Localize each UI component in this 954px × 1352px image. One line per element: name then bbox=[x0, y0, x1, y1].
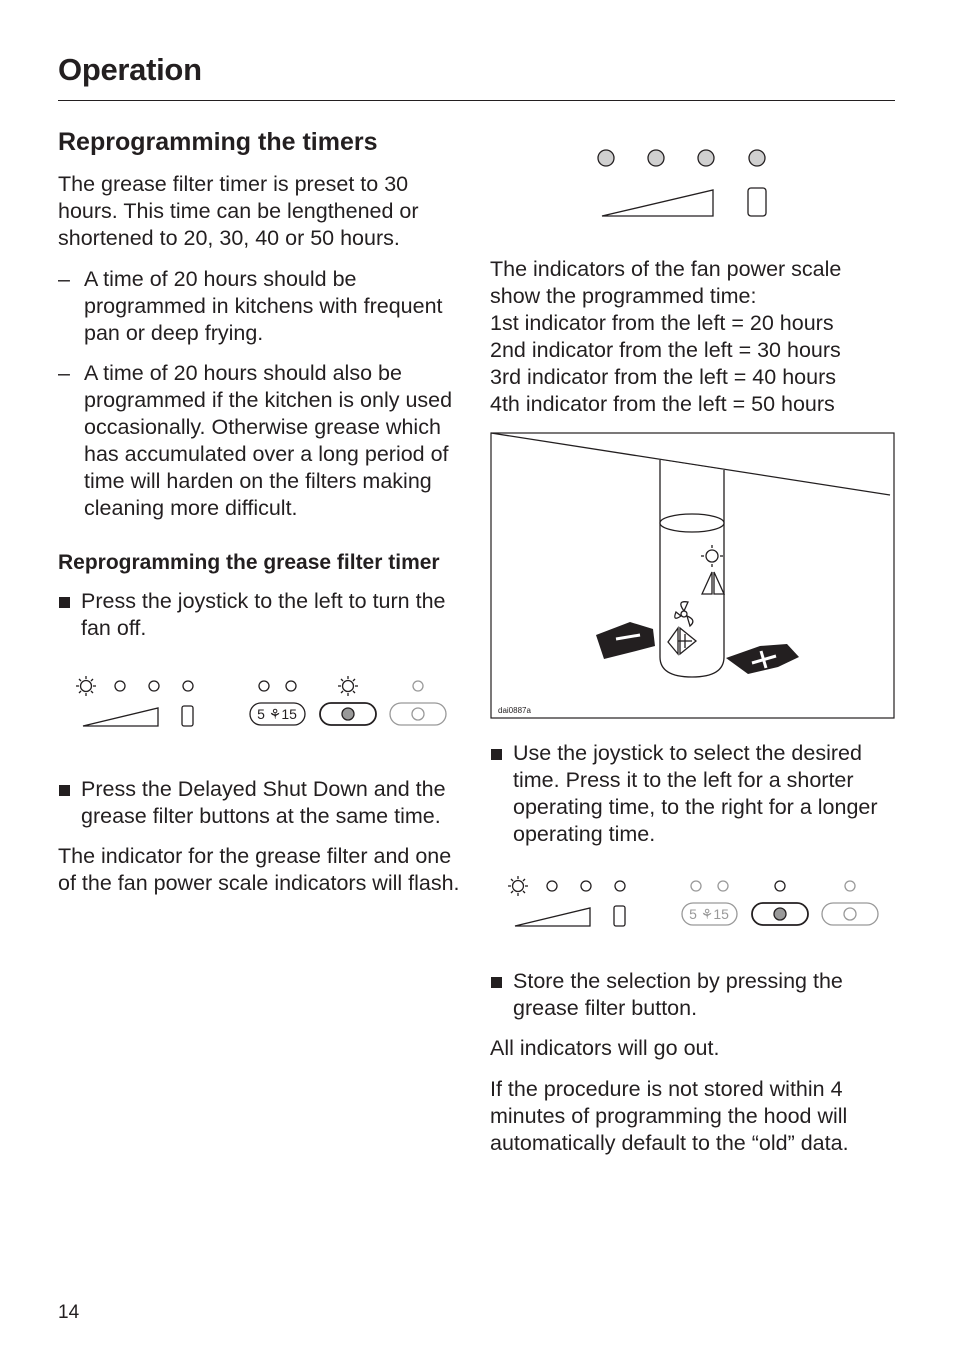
indicator-line: 2nd indicator from the left = 30 hours bbox=[490, 338, 841, 362]
step-text: Press the joystick to the left to turn the fan off. bbox=[81, 589, 446, 640]
fan-power-scale bbox=[76, 676, 193, 726]
light-sun-icon bbox=[76, 676, 96, 696]
indicator-line: 1st indicator from the left = 20 hours bbox=[490, 311, 834, 335]
light-sun-icon bbox=[508, 876, 528, 896]
control-panel-figure-fan-off bbox=[58, 662, 463, 742]
fan-indicator bbox=[749, 150, 765, 166]
fan-indicator bbox=[581, 881, 591, 891]
paragraph: All indicators will go out. bbox=[490, 1036, 720, 1060]
intro-paragraph: The grease filter timer is preset to 30 hours. This time can be lengthened or shortened to 20, 30, 40 or 50 hours. bbox=[58, 172, 419, 250]
indicator-description bbox=[490, 256, 895, 418]
paragraph: If the procedure is not stored within 4 minutes of programming the hood will automatically default to the “old” data. bbox=[490, 1077, 849, 1155]
fan-indicator bbox=[698, 150, 714, 166]
grease-filter-sun-icon bbox=[338, 676, 358, 696]
fan-scale-wedge bbox=[83, 708, 158, 726]
fan-indicator bbox=[648, 150, 664, 166]
section-title: Reprogramming the timers bbox=[58, 128, 378, 156]
step-item bbox=[490, 740, 895, 848]
odour-filter-indicator bbox=[413, 681, 423, 691]
intensive-button-icon bbox=[748, 188, 766, 216]
step-item bbox=[58, 776, 463, 830]
dash-mark: – bbox=[58, 267, 70, 291]
fan-indicator bbox=[183, 681, 193, 691]
fan-indicator bbox=[598, 150, 614, 166]
fan-scale-wedge bbox=[515, 908, 590, 926]
grease-filter-icon bbox=[342, 708, 354, 720]
step-text: Press the Delayed Shut Down and the grease filter buttons at the same time. bbox=[81, 777, 446, 828]
odour-filter-indicator bbox=[845, 881, 855, 891]
square-bullet-icon bbox=[491, 749, 502, 760]
step-text: Store the selection by pressing the grease filter button. bbox=[513, 969, 843, 1020]
fan-indicator bbox=[149, 681, 159, 691]
indicator-line: 3rd indicator from the left = 40 hours bbox=[490, 365, 836, 389]
control-panel-figure-select bbox=[490, 862, 895, 942]
dash-item-text: A time of 20 hours should be programmed in kitchens with frequent pan or deep frying. bbox=[84, 267, 443, 345]
square-bullet-icon bbox=[59, 597, 70, 608]
odour-filter-icon bbox=[412, 708, 424, 720]
fan-indicator bbox=[115, 681, 125, 691]
dash-item-text: A time of 20 hours should also be programmed if the kitchen is only used occasionally. Otherwise grease which has accumulated over a long period of time will harden on the filters making cleaning more difficult. bbox=[84, 361, 453, 520]
delay-indicator bbox=[259, 681, 269, 691]
header-rule bbox=[58, 100, 895, 101]
joystick-icon bbox=[660, 460, 724, 677]
dash-item bbox=[58, 360, 463, 522]
indicator-intro: The indicators of the fan power scale show the programmed time: bbox=[490, 257, 842, 308]
square-bullet-icon bbox=[59, 785, 70, 796]
grease-filter-icon bbox=[774, 908, 786, 920]
fan-scale-wedge bbox=[602, 190, 713, 216]
joystick-illustration bbox=[490, 432, 895, 720]
delay-button-label: 5 ⚘15 bbox=[257, 706, 297, 722]
fan-indicator bbox=[615, 881, 625, 891]
fan-indicator bbox=[547, 881, 557, 891]
subheading: Reprogramming the grease filter timer bbox=[58, 551, 440, 574]
odour-filter-button bbox=[822, 903, 878, 925]
step-item bbox=[58, 588, 463, 642]
odour-filter-icon bbox=[844, 908, 856, 920]
left-column bbox=[58, 124, 463, 911]
delay-button-label: 5 ⚘15 bbox=[689, 906, 729, 922]
square-bullet-icon bbox=[491, 977, 502, 988]
paragraph: The indicator for the grease filter and one of the fan power scale indicators will flash. bbox=[58, 844, 460, 895]
step-item bbox=[490, 968, 895, 1022]
figure-code: dai0887a bbox=[498, 706, 531, 715]
step-text: Use the joystick to select the desired time. Press it to the left for a shorter operating time, to the right for a longer operating time. bbox=[513, 741, 878, 846]
dash-mark: – bbox=[58, 361, 70, 385]
delay-indicator bbox=[691, 881, 701, 891]
dash-item bbox=[58, 266, 463, 347]
delay-indicator bbox=[286, 681, 296, 691]
page-number: 14 bbox=[58, 1302, 80, 1323]
intensive-button-icon bbox=[614, 906, 625, 926]
odour-filter-button bbox=[390, 703, 446, 725]
intensive-button-icon bbox=[182, 706, 193, 726]
indicator-line: 4th indicator from the left = 50 hours bbox=[490, 392, 835, 416]
delay-indicator bbox=[718, 881, 728, 891]
right-column bbox=[490, 124, 895, 1171]
page-title: Operation bbox=[58, 52, 202, 87]
grease-filter-indicator bbox=[775, 881, 785, 891]
fan-scale-indicator-figure bbox=[490, 146, 895, 246]
